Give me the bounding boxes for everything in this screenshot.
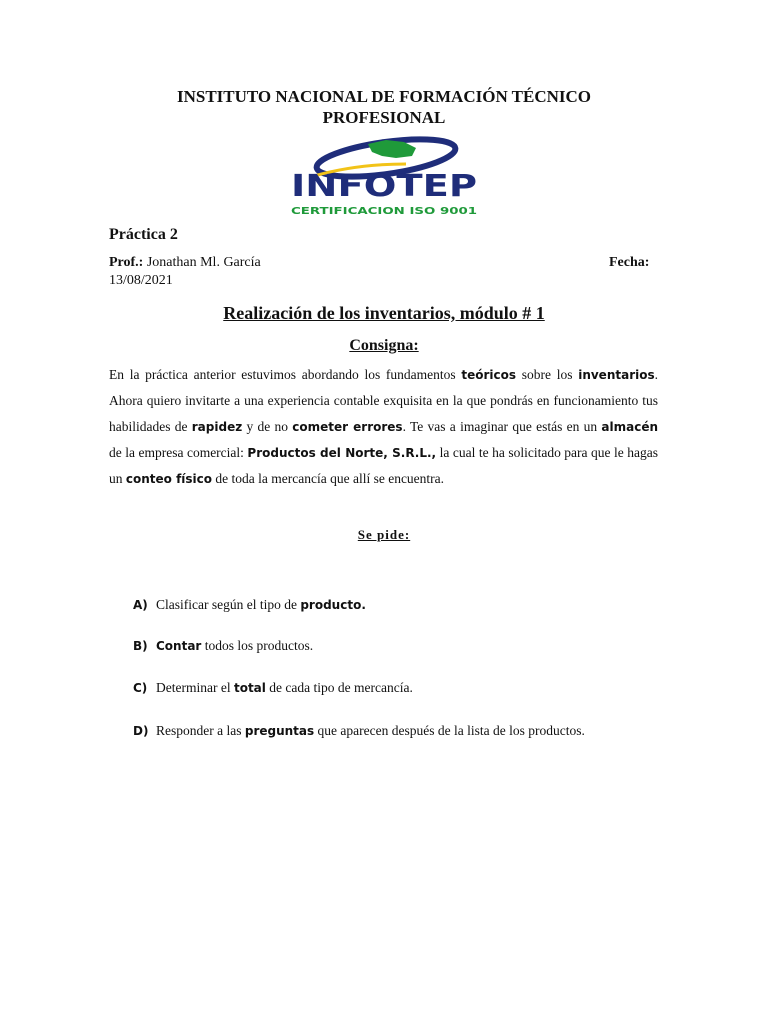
task-bold-text: producto. (300, 598, 366, 612)
logo-map-shape (368, 140, 416, 158)
task-text: Clasificar según el tipo de (156, 597, 301, 612)
task-text: todos los productos. (201, 638, 314, 653)
infotep-logo (286, 134, 482, 218)
date-label: Fecha: (609, 255, 650, 270)
paragraph-text: sobre los (516, 367, 579, 382)
paragraph-text: En la práctica anterior estuvimos abordando los fundamentos (109, 367, 462, 382)
paragraph-text: la cual te ha solicitado para que le hagas un (109, 445, 659, 486)
practice-title: Práctica 2 (109, 226, 178, 243)
task-text: Responder a las (156, 723, 245, 738)
section-title: Realización de los inventarios, módulo # 1 (223, 303, 545, 323)
paragraph-bold-text: rapidez (191, 420, 243, 434)
task-bold-text: Contar (156, 639, 202, 653)
task-text: Determinar el (156, 680, 234, 695)
task-letter: D) (133, 724, 149, 738)
instructions-paragraph (109, 362, 658, 492)
paragraph-bold-text: Productos del Norte, S.R.L., (247, 446, 437, 460)
task-item-d (133, 723, 585, 739)
paragraph-bold-text: conteo físico (125, 472, 213, 486)
task-letter: C) (133, 681, 148, 695)
se-pide-heading: Se pide: (357, 527, 411, 542)
consigna-heading: Consigna: (349, 337, 419, 354)
task-letter: A) (133, 598, 148, 612)
professor-label: Prof.: (109, 255, 144, 270)
task-text: de cada tipo de mercancía. (265, 680, 413, 695)
professor-line (109, 255, 657, 271)
paragraph-text: . Ahora quiero invitarte a una experiencia contable exquisita en la que pondrás en funcionamiento tus habilidades de (109, 367, 658, 434)
institution-title (100, 86, 668, 128)
paragraph-bold-text: teóricos (461, 368, 517, 382)
paragraph-text: . Te vas a imaginar que estás en un (402, 419, 602, 434)
logo-tagline-text: CERTIFICACION ISO 9001 (291, 206, 478, 217)
task-bold-text: preguntas (244, 724, 315, 738)
paragraph-bold-text: almacén (601, 420, 658, 434)
professor-name: Jonathan Ml. García (146, 255, 261, 270)
task-item-c (133, 680, 413, 696)
task-bold-text: total (233, 681, 266, 695)
paragraph-text: de toda la mercancía que allí se encuentra. (212, 471, 445, 486)
paragraph-bold-text: cometer errores (292, 420, 403, 434)
task-letter: B) (133, 639, 148, 653)
paragraph-text: de la empresa comercial: (109, 445, 248, 460)
date-value: 13/08/2021 (109, 273, 173, 288)
institution-title-line1: INSTITUTO NACIONAL DE FORMACIÓN TÉCNICO (176, 87, 592, 106)
task-text: que aparecen después de la lista de los productos. (314, 723, 585, 738)
task-item-a (133, 597, 366, 613)
logo-brand-text: INFOTEP (291, 169, 477, 204)
institution-title-line2: PROFESIONAL (322, 108, 446, 127)
paragraph-bold-text: inventarios (578, 368, 655, 382)
paragraph-text: y de no (242, 419, 293, 434)
task-item-b (133, 638, 313, 654)
